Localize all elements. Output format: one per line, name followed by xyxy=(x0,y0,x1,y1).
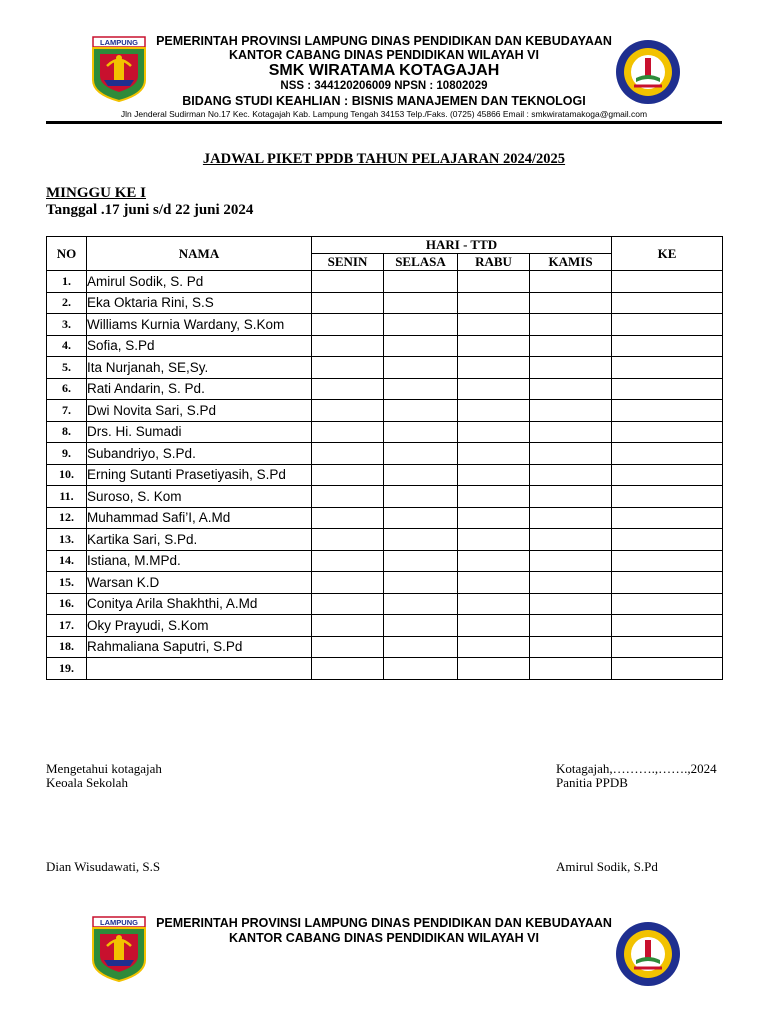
row-rabu-cell xyxy=(458,636,530,658)
header-office-line: KANTOR CABANG DINAS PENDIDIKAN WILAYAH VI xyxy=(229,48,539,62)
row-number: 4. xyxy=(47,335,87,357)
row-number: 16. xyxy=(47,593,87,615)
row-selasa-cell xyxy=(384,421,458,443)
row-rabu-cell xyxy=(458,357,530,379)
row-nama: Subandriyo, S.Pd. xyxy=(87,443,312,465)
row-rabu-cell xyxy=(458,271,530,293)
signature-right-line2: Panitia PPDB xyxy=(556,775,628,790)
table-row xyxy=(47,636,723,658)
row-nama: Ita Nurjanah, SE,Sy. xyxy=(87,357,312,379)
row-senin-cell xyxy=(312,443,384,465)
row-kamis-cell xyxy=(530,658,612,680)
row-ke-cell xyxy=(612,314,723,336)
row-kamis-cell xyxy=(530,357,612,379)
row-kamis-cell xyxy=(530,507,612,529)
header-day-senin: SENIN xyxy=(312,254,384,271)
table-row xyxy=(47,335,723,357)
row-number: 8. xyxy=(47,421,87,443)
row-number: 9. xyxy=(47,443,87,465)
header-day-selasa: SELASA xyxy=(384,254,458,271)
row-senin-cell xyxy=(312,529,384,551)
row-number: 12. xyxy=(47,507,87,529)
row-nama: Conitya Arila Shakhthi, A.Md xyxy=(87,593,312,615)
row-ke-cell xyxy=(612,464,723,486)
table-row xyxy=(47,292,723,314)
week-label: MINGGU KE I xyxy=(46,185,147,201)
row-ke-cell xyxy=(612,335,723,357)
row-senin-cell xyxy=(312,400,384,422)
table-row xyxy=(47,464,723,486)
row-kamis-cell xyxy=(530,400,612,422)
row-kamis-cell xyxy=(530,464,612,486)
row-senin-cell xyxy=(312,550,384,572)
signature-right-line1: Kotagajah,……….,…….,2024 xyxy=(556,761,717,776)
row-kamis-cell xyxy=(530,529,612,551)
school-name: SMK WIRATAMA KOTAGAJAH xyxy=(268,62,500,79)
row-nama: Muhammad Safi’I, A.Md xyxy=(87,507,312,529)
header-government-line: PEMERINTAH PROVINSI LAMPUNG DINAS PENDIDIKAN DAN KEBUDAYAAN xyxy=(156,34,612,48)
row-number: 10. xyxy=(47,464,87,486)
row-kamis-cell xyxy=(530,314,612,336)
row-selasa-cell xyxy=(384,593,458,615)
row-number: 17. xyxy=(47,615,87,637)
footer-office-line: KANTOR CABANG DINAS PENDIDIKAN WILAYAH VI xyxy=(229,931,539,945)
row-senin-cell xyxy=(312,572,384,594)
row-senin-cell xyxy=(312,507,384,529)
signature-left-line1: Mengetahui kotagajah xyxy=(46,761,162,776)
row-kamis-cell xyxy=(530,443,612,465)
row-number: 11. xyxy=(47,486,87,508)
row-kamis-cell xyxy=(530,271,612,293)
row-selasa-cell xyxy=(384,357,458,379)
row-ke-cell xyxy=(612,378,723,400)
row-number: 14. xyxy=(47,550,87,572)
table-row xyxy=(47,357,723,379)
row-selasa-cell xyxy=(384,615,458,637)
row-rabu-cell xyxy=(458,507,530,529)
row-kamis-cell xyxy=(530,572,612,594)
table-row xyxy=(47,593,723,615)
row-senin-cell xyxy=(312,615,384,637)
row-number: 15. xyxy=(47,572,87,594)
row-ke-cell xyxy=(612,658,723,680)
row-number: 13. xyxy=(47,529,87,551)
header-day-rabu: RABU xyxy=(458,254,530,271)
row-senin-cell xyxy=(312,271,384,293)
row-nama: Suroso, S. Kom xyxy=(87,486,312,508)
row-number: 18. xyxy=(47,636,87,658)
row-selasa-cell xyxy=(384,314,458,336)
row-rabu-cell xyxy=(458,572,530,594)
row-rabu-cell xyxy=(458,550,530,572)
row-rabu-cell xyxy=(458,421,530,443)
row-kamis-cell xyxy=(530,292,612,314)
row-senin-cell xyxy=(312,593,384,615)
row-nama: Kartika Sari, S.Pd. xyxy=(87,529,312,551)
table-row xyxy=(47,400,723,422)
row-senin-cell xyxy=(312,421,384,443)
table-row xyxy=(47,615,723,637)
row-nama: Dwi Novita Sari, S.Pd xyxy=(87,400,312,422)
row-ke-cell xyxy=(612,593,723,615)
school-nss-npsn: NSS : 344120206009 NPSN : 10802029 xyxy=(280,80,488,92)
table-row xyxy=(47,378,723,400)
header-day-kamis: KAMIS xyxy=(530,254,612,271)
table-row xyxy=(47,658,723,680)
row-kamis-cell xyxy=(530,378,612,400)
header-divider xyxy=(46,121,722,124)
row-senin-cell xyxy=(312,292,384,314)
row-selasa-cell xyxy=(384,658,458,680)
table-row xyxy=(47,443,723,465)
row-ke-cell xyxy=(612,636,723,658)
row-nama: Williams Kurnia Wardany, S.Kom xyxy=(87,314,312,336)
row-ke-cell xyxy=(612,271,723,293)
row-senin-cell xyxy=(312,335,384,357)
row-senin-cell xyxy=(312,658,384,680)
table-row xyxy=(47,507,723,529)
row-senin-cell xyxy=(312,314,384,336)
row-selasa-cell xyxy=(384,443,458,465)
row-kamis-cell xyxy=(530,636,612,658)
row-ke-cell xyxy=(612,507,723,529)
footer-lampung-logo-text: LAMPUNG xyxy=(100,918,138,928)
row-selasa-cell xyxy=(384,529,458,551)
document-title: JADWAL PIKET PPDB TAHUN PELAJARAN 2024/2025 xyxy=(202,151,566,167)
table-row xyxy=(47,271,723,293)
row-rabu-cell xyxy=(458,314,530,336)
row-nama: Rahmaliana Saputri, S.Pd xyxy=(87,636,312,658)
row-nama: Istiana, M.MPd. xyxy=(87,550,312,572)
row-selasa-cell xyxy=(384,400,458,422)
row-nama: Warsan K.D xyxy=(87,572,312,594)
row-kamis-cell xyxy=(530,486,612,508)
header-ke: KE xyxy=(612,237,723,271)
row-nama: Sofia, S.Pd xyxy=(87,335,312,357)
row-nama: Amirul Sodik, S. Pd xyxy=(87,271,312,293)
row-number: 19. xyxy=(47,658,87,680)
row-number: 3. xyxy=(47,314,87,336)
footer-government-line: PEMERINTAH PROVINSI LAMPUNG DINAS PENDIDIKAN DAN KEBUDAYAAN xyxy=(156,916,612,930)
signature-left-name: Dian Wisudawati, S.S xyxy=(46,859,161,874)
row-number: 5. xyxy=(47,357,87,379)
table-row xyxy=(47,486,723,508)
row-ke-cell xyxy=(612,615,723,637)
row-selasa-cell xyxy=(384,464,458,486)
row-selasa-cell xyxy=(384,507,458,529)
row-nama: Oky Prayudi, S.Kom xyxy=(87,615,312,637)
table-row xyxy=(47,529,723,551)
date-range: Tanggal .17 juni s/d 22 juni 2024 xyxy=(46,202,254,218)
row-rabu-cell xyxy=(458,292,530,314)
row-rabu-cell xyxy=(458,443,530,465)
header-hari-ttd: HARI - TTD xyxy=(312,237,612,254)
row-selasa-cell xyxy=(384,572,458,594)
row-rabu-cell xyxy=(458,335,530,357)
row-kamis-cell xyxy=(530,421,612,443)
header-no: NO xyxy=(47,237,87,271)
row-selasa-cell xyxy=(384,292,458,314)
row-ke-cell xyxy=(612,529,723,551)
row-ke-cell xyxy=(612,486,723,508)
school-address: Jln Jenderal Sudirman No.17 Kec. Kotagajah Kab. Lampung Tengah 34153 Telp./Faks. (0725) 45866 Email : smkwiratamakoga@gmail.com xyxy=(120,109,648,119)
row-selasa-cell xyxy=(384,335,458,357)
signature-right-name: Amirul Sodik, S.Pd xyxy=(556,859,658,874)
row-senin-cell xyxy=(312,378,384,400)
row-selasa-cell xyxy=(384,378,458,400)
row-number: 1. xyxy=(47,271,87,293)
row-nama: Drs. Hi. Sumadi xyxy=(87,421,312,443)
row-rabu-cell xyxy=(458,658,530,680)
row-rabu-cell xyxy=(458,486,530,508)
row-senin-cell xyxy=(312,464,384,486)
header-nama: NAMA xyxy=(87,237,312,271)
row-ke-cell xyxy=(612,443,723,465)
row-senin-cell xyxy=(312,486,384,508)
signature-left-line2: Keoala Sekolah xyxy=(46,775,128,790)
schedule-table xyxy=(46,236,723,680)
row-ke-cell xyxy=(612,572,723,594)
row-kamis-cell xyxy=(530,615,612,637)
row-rabu-cell xyxy=(458,529,530,551)
row-nama: Erning Sutanti Prasetiyasih, S.Pd xyxy=(87,464,312,486)
table-row xyxy=(47,421,723,443)
row-rabu-cell xyxy=(458,464,530,486)
row-selasa-cell xyxy=(384,271,458,293)
row-rabu-cell xyxy=(458,615,530,637)
row-kamis-cell xyxy=(530,550,612,572)
row-ke-cell xyxy=(612,292,723,314)
row-nama xyxy=(87,658,312,680)
row-senin-cell xyxy=(312,636,384,658)
row-selasa-cell xyxy=(384,486,458,508)
table-row xyxy=(47,550,723,572)
row-number: 6. xyxy=(47,378,87,400)
row-selasa-cell xyxy=(384,550,458,572)
row-ke-cell xyxy=(612,421,723,443)
row-rabu-cell xyxy=(458,378,530,400)
row-nama: Rati Andarin, S. Pd. xyxy=(87,378,312,400)
row-ke-cell xyxy=(612,357,723,379)
row-senin-cell xyxy=(312,357,384,379)
row-number: 7. xyxy=(47,400,87,422)
row-ke-cell xyxy=(612,400,723,422)
row-selasa-cell xyxy=(384,636,458,658)
row-kamis-cell xyxy=(530,335,612,357)
row-ke-cell xyxy=(612,550,723,572)
row-rabu-cell xyxy=(458,593,530,615)
row-kamis-cell xyxy=(530,593,612,615)
row-rabu-cell xyxy=(458,400,530,422)
lampung-logo-text: LAMPUNG xyxy=(100,38,138,48)
row-number: 2. xyxy=(47,292,87,314)
row-nama: Eka Oktaria Rini, S.S xyxy=(87,292,312,314)
table-row xyxy=(47,314,723,336)
table-row xyxy=(47,572,723,594)
school-bidang: BIDANG STUDI KEAHLIAN : BISNIS MANAJEMEN DAN TEKNOLOGI xyxy=(182,94,586,108)
